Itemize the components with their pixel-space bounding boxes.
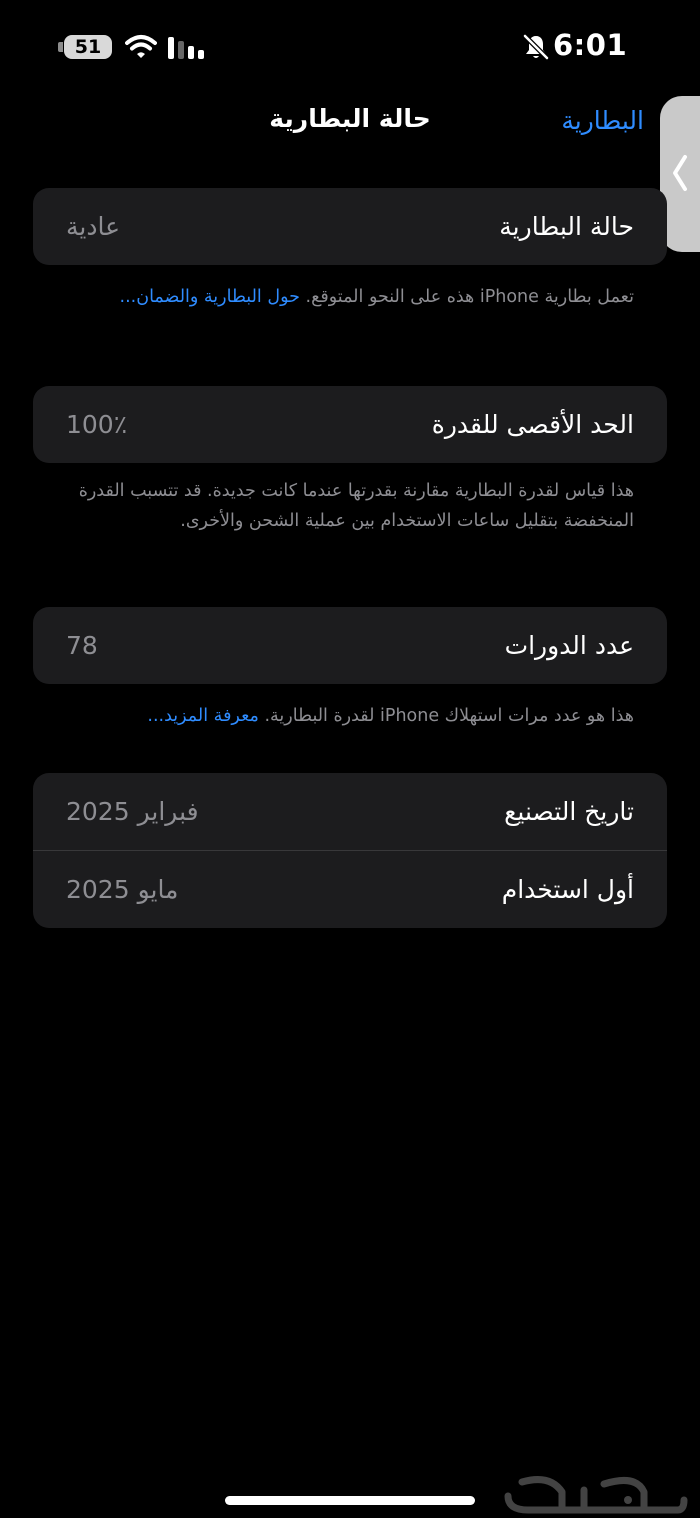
status-bar [0,0,700,96]
max-capacity-value: 100٪ [66,410,128,439]
battery-health-label: حالة البطارية [499,212,634,241]
max-capacity-label: الحد الأقصى للقدرة [431,410,634,439]
battery-health-card [33,188,667,265]
battery-health-row [33,188,667,265]
first-use-label: أول استخدام [501,875,634,904]
battery-warranty-link[interactable]: حول البطارية والضمان... [119,287,300,307]
cycle-count-value: 78 [66,631,98,660]
battery-nub [58,42,63,52]
cycle-count-footer [60,701,634,731]
cycle-count-row [33,607,667,684]
chevron-left-icon [672,154,688,192]
max-capacity-footer [60,476,634,536]
first-use-value: مايو 2025 [66,875,179,904]
learn-more-link[interactable]: معرفة المزيد... [147,706,259,726]
dates-card [33,773,667,928]
bell-slash-icon [522,33,550,61]
page-title: حالة البطارية [269,104,431,133]
first-use-row [33,851,667,928]
back-button[interactable]: البطارية [561,106,644,135]
manufacture-date-label: تاريخ التصنيع [504,797,634,826]
max-capacity-card [33,386,667,463]
status-time: 6:01 [553,28,628,62]
battery-health-footer [60,282,634,312]
manufacture-date-row [33,773,667,850]
signal-icon [168,35,206,59]
max-capacity-footer-text: هذا قياس لقدرة البطارية مقارنة بقدرتها عندما كانت جديدة. قد تتسبب القدرة المنخفضة بتقليل ساعات الاستخدام بين عملية الشحن والأخرى. [78,481,634,531]
home-indicator [225,1496,475,1505]
battery-health-footer-text: تعمل بطارية iPhone هذه على النحو المتوقع. [305,287,634,307]
haraj-watermark-logo [500,1470,690,1516]
cycle-count-footer-text: هذا هو عدد مرات استهلاك iPhone لقدرة البطارية. [264,706,634,726]
battery-icon: 51 [64,35,112,59]
wifi-icon [125,34,157,60]
max-capacity-row [33,386,667,463]
manufacture-date-value: فبراير 2025 [66,797,199,826]
battery-health-value: عادية [66,212,121,241]
cycle-count-card [33,607,667,684]
cycle-count-label: عدد الدورات [504,631,634,660]
